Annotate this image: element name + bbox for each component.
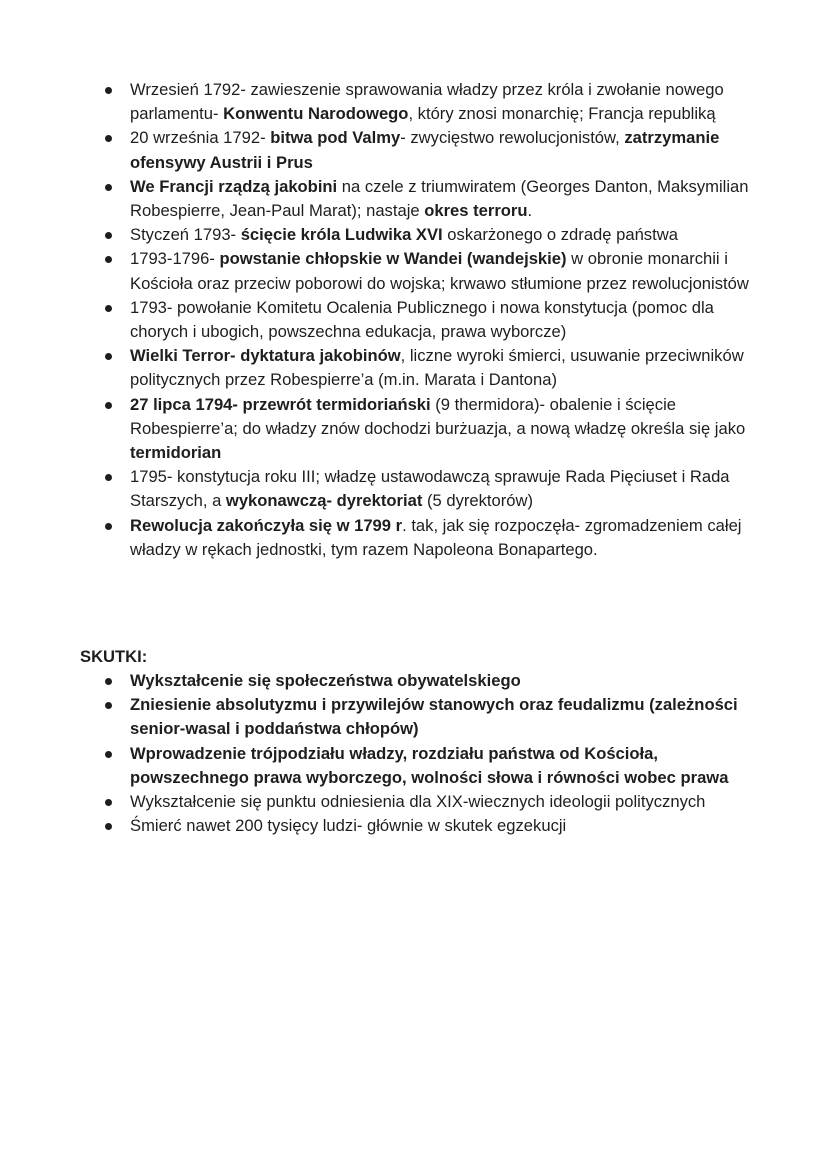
list-item	[0, 790, 828, 814]
text: 1795- konstytucja roku III; władzę ustawodawczą sprawuje Rada Pięciuset i Rada Starszych, a	[130, 467, 730, 511]
list-item	[0, 693, 828, 741]
list-item	[0, 393, 828, 466]
list-item	[0, 814, 828, 838]
bold-text: bitwa pod Valmy	[270, 128, 401, 148]
list-item	[0, 247, 828, 295]
bold-text: Wprowadzenie trójpodziału władzy, rozdziału państwa od Kościoła, powszechnego prawa wyborczego, wolności słowa i równości wobec prawa	[130, 743, 729, 787]
text: w obronie monarchii i Kościoła oraz przeciw poborowi do wojska; krwawo stłumione przez rewolucjonistów	[130, 249, 749, 293]
list-item	[0, 126, 828, 174]
list-item	[0, 742, 828, 790]
text: , który znosi monarchię; Francja republiką	[408, 104, 716, 124]
bold-text: 27 lipca 1794- przewrót termidoriański	[130, 394, 431, 414]
list-item	[0, 175, 828, 223]
text: , liczne wyroki śmierci, usuwanie przeciwników politycznych przez Robespierre’a (m.in. Marata i Dantona)	[130, 346, 744, 390]
bold-text: Konwentu Narodowego	[223, 104, 409, 124]
bold-text: We Francji rządzą jakobini	[130, 176, 338, 196]
text: 20 września 1792-	[130, 128, 271, 148]
text: Wrzesień 1792- zawieszenie sprawowania władzy przez króla i zwołanie nowego parlamentu-	[130, 80, 724, 124]
text: (9 thermidora)- obalenie i ścięcie Robespierre’a; do władzy znów dochodzi burżuazja, a nową władzę określa się jako	[130, 394, 746, 438]
bold-text: Rewolucja zakończyła się w 1799 r	[130, 515, 403, 535]
text: Styczeń 1793-	[130, 225, 241, 245]
bold-text: ścięcie króla Ludwika XVI	[240, 225, 443, 245]
text: na czele z triumwiratem (Georges Danton, Maksymilian Robespierre, Jean-Paul Marat); nastaje	[130, 176, 749, 221]
text: (5 dyrektorów)	[422, 491, 534, 511]
list-item	[0, 78, 828, 126]
text: . tak, jak się rozpoczęła- zgromadzeniem całej władzy w rękach jednostki, tym razem Napoleona Bonapartego.	[130, 515, 742, 559]
skutki-heading: SKUTKI:	[80, 647, 148, 666]
bold-text: powstanie chłopskie w Wandei (wandejskie)	[219, 249, 567, 269]
list-item	[0, 514, 828, 562]
bold-text: wykonawczą- dyrektoriat	[225, 491, 423, 511]
bold-text: Wykształcenie się społeczeństwa obywatelskiego	[130, 671, 521, 690]
text: oskarżonego o zdradę państwa	[442, 225, 678, 245]
list-item	[0, 223, 828, 247]
text: - zwycięstwo rewolucjonistów,	[400, 128, 625, 148]
text: Wykształcenie się punktu odniesienia dla XIX-wiecznych ideologii politycznych	[130, 792, 706, 812]
events-list	[0, 78, 828, 562]
list-item	[0, 296, 828, 344]
list-item	[0, 344, 828, 392]
list-item	[0, 465, 828, 513]
bold-text: Wielki Terror- dyktatura jakobinów	[130, 346, 401, 366]
skutki-list	[0, 669, 828, 838]
text: .	[527, 201, 533, 221]
bold-text: okres terroru	[424, 201, 528, 221]
list-item	[0, 669, 828, 693]
text: 1793-1796-	[130, 249, 220, 269]
bold-text: Zniesienie absolutyzmu i przywilejów stanowych oraz feudalizmu (zależności senior-wasal i poddaństwa chłopów)	[130, 695, 738, 739]
bold-text: termidorian	[130, 443, 222, 463]
text: 1793- powołanie Komitetu Ocalenia Publicznego i nowa konstytucja (pomoc dla chorych i ubogich, powszechna edukacja, prawa wyborcze)	[130, 297, 714, 342]
text: Śmierć nawet 200 tysięcy ludzi- głównie w skutek egzekucji	[130, 816, 567, 836]
bold-text: zatrzymanie ofensywy Austrii i Prus	[130, 128, 720, 172]
